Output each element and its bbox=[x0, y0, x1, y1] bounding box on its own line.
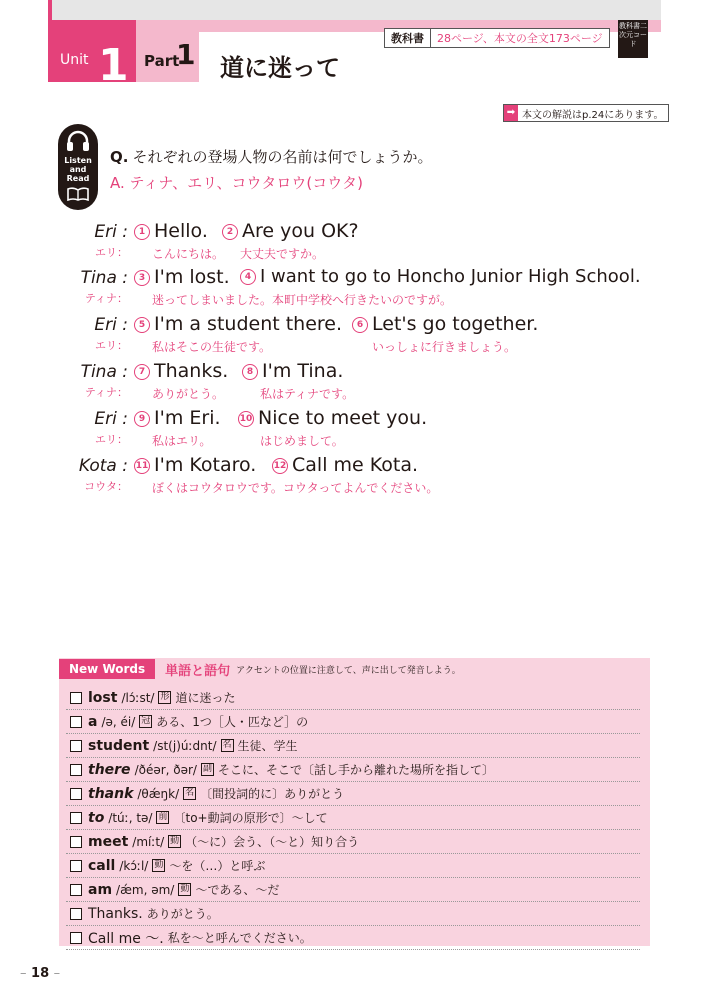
new-words-instruction: アクセントの位置に注意して、声に出して発音しよう。 bbox=[236, 665, 461, 676]
sentence-en bbox=[242, 360, 343, 382]
sentence-ja: ありがとう。 bbox=[152, 387, 225, 401]
sentence-number: 9 bbox=[134, 411, 150, 427]
vocab-row bbox=[66, 686, 640, 710]
sentence-text: I'm Tina. bbox=[262, 360, 344, 382]
sentence-number: 11 bbox=[134, 458, 150, 474]
speaker-name: Tina : bbox=[80, 268, 128, 288]
part-of-speech-badge: 名 bbox=[222, 740, 232, 750]
speaker-name: Kota : bbox=[78, 456, 128, 476]
checkbox[interactable] bbox=[70, 788, 82, 800]
sentence-number: 1 bbox=[134, 224, 150, 240]
vocab-row bbox=[66, 878, 640, 902]
sentence-ja: 私はそこの生徒です。 bbox=[152, 340, 272, 354]
sentence-text: Let's go together. bbox=[372, 313, 539, 335]
part-of-speech-badge: 形 bbox=[160, 692, 170, 702]
sentence-ja: 私はティナです。 bbox=[260, 387, 355, 401]
part-of-speech-badge: 動 bbox=[180, 884, 190, 894]
vocab-meaning: ありがとう。 bbox=[146, 907, 219, 921]
textbook-label: 教科書 bbox=[385, 29, 431, 47]
sentence-en bbox=[238, 407, 427, 429]
vocab-meaning: ～である、～だ bbox=[195, 883, 280, 897]
sentence-en bbox=[222, 220, 359, 242]
sentence-number: 10 bbox=[238, 411, 254, 427]
vocab-word: a bbox=[88, 713, 98, 730]
part-of-speech-badge: 冠 bbox=[141, 716, 151, 726]
listen-label: Listen bbox=[64, 156, 92, 165]
sentence-number: 5 bbox=[134, 317, 150, 333]
sentence-number: 2 bbox=[222, 224, 238, 240]
part-of-speech-badge: 動 bbox=[170, 836, 180, 846]
part-of-speech-badge: 名 bbox=[185, 788, 195, 798]
speaker-name-ja: エリ： bbox=[95, 246, 128, 259]
vocab-pronunciation: /st(j)úːdnt/ bbox=[153, 738, 217, 753]
part-label: Part bbox=[144, 52, 180, 70]
checkbox[interactable] bbox=[70, 812, 82, 824]
vocab-meaning: （～に）会う、（～と）知り合う bbox=[185, 835, 360, 849]
unit-badge bbox=[48, 20, 136, 91]
vocab-word: thank bbox=[88, 785, 134, 802]
vocab-meaning: ～を（…）と呼ぶ bbox=[169, 859, 266, 873]
speaker-name-ja: エリ： bbox=[95, 433, 128, 446]
sentence-number: 6 bbox=[352, 317, 368, 333]
vocab-row bbox=[66, 806, 640, 830]
sentence-text: I'm Kotaro. bbox=[154, 454, 257, 476]
vocab-pronunciation: /ə, éi/ bbox=[101, 714, 136, 729]
checkbox[interactable] bbox=[70, 836, 82, 848]
vocab-pronunciation: /θǽŋk/ bbox=[137, 786, 180, 801]
speaker-name-ja: コウタ： bbox=[84, 480, 128, 493]
commentary-note-text: 本文の解説はp.24にあります。 bbox=[522, 109, 664, 121]
book-icon bbox=[67, 187, 89, 201]
arrow-icon: ➡ bbox=[504, 105, 518, 121]
speaker-name: Eri : bbox=[94, 222, 128, 242]
checkbox[interactable] bbox=[70, 860, 82, 872]
vocab-pronunciation: /ðéər, ðər/ bbox=[134, 762, 197, 777]
sentence-en bbox=[134, 454, 256, 476]
sentence-en bbox=[272, 454, 418, 476]
textbook-pages: 28ページ、本文の全文173ページ bbox=[437, 32, 603, 45]
sentence-en bbox=[240, 266, 641, 287]
question-mark: Q. bbox=[110, 148, 129, 166]
vocab-word: lost bbox=[88, 689, 118, 706]
sentence-text: I'm a student there. bbox=[154, 313, 343, 335]
vocab-pronunciation: /ǽm, əm/ bbox=[116, 882, 175, 897]
speaker-name: Eri : bbox=[94, 409, 128, 429]
sentence-ja: 私はエリ。 bbox=[152, 434, 212, 448]
vocab-word: Thanks. bbox=[88, 905, 143, 922]
sentence-en bbox=[352, 313, 538, 335]
vocab-meaning: 〔間投詞的に〕ありがとう bbox=[200, 787, 345, 801]
unit-number: 1 bbox=[98, 40, 129, 91]
vocab-row bbox=[66, 830, 640, 854]
sentence-text: Are you OK? bbox=[242, 220, 359, 242]
vocab-pronunciation: /túː, tə/ bbox=[108, 810, 153, 825]
vocab-word: to bbox=[88, 809, 105, 826]
vocab-pronunciation: /kɔ́ːl/ bbox=[119, 858, 149, 873]
vocab-pronunciation: /lɔ́ːst/ bbox=[121, 690, 155, 705]
sentence-text: Hello. bbox=[154, 220, 208, 242]
vocab-meaning: 道に迷った bbox=[175, 691, 236, 705]
checkbox[interactable] bbox=[70, 716, 82, 728]
vocab-meaning: 〔to+動詞の原形で〕～して bbox=[173, 811, 328, 825]
sentence-number: 3 bbox=[134, 270, 150, 286]
answer: A. ティナ、エリ、コウタロウ(コウタ) bbox=[110, 174, 363, 192]
vocab-row bbox=[66, 854, 640, 878]
sentence-en bbox=[134, 407, 221, 429]
vocab-word: student bbox=[88, 737, 150, 754]
sentence-ja: ぼくはコウタロウです。コウタってよんでください。 bbox=[152, 481, 439, 495]
top-accent-stripe bbox=[48, 0, 52, 20]
vocab-row bbox=[66, 734, 640, 758]
speaker-name: Eri : bbox=[94, 315, 128, 335]
commentary-note bbox=[503, 104, 669, 122]
part-of-speech-badge: 副 bbox=[202, 764, 212, 774]
textbook-reference bbox=[384, 28, 610, 48]
checkbox[interactable] bbox=[70, 908, 82, 920]
qr-code-link[interactable]: 教科書二次元コード bbox=[618, 20, 648, 58]
vocab-meaning: ある、1つ［人・匹など］の bbox=[156, 715, 309, 729]
sentence-ja: いっしょに行きましょう。 bbox=[372, 340, 517, 354]
top-bar bbox=[48, 0, 661, 20]
vocab-meaning: 生徒、学生 bbox=[237, 739, 298, 753]
speaker-name: Tina : bbox=[80, 362, 128, 382]
vocab-pronunciation: /míːt/ bbox=[132, 834, 165, 849]
headphones-icon bbox=[66, 130, 90, 152]
vocab-row bbox=[66, 782, 640, 806]
sentence-en bbox=[134, 266, 230, 288]
sentence-text: Call me Kota. bbox=[292, 454, 419, 476]
question-text: それぞれの登場人物の名前は何でしょうか。 bbox=[132, 148, 433, 166]
vocab-word: am bbox=[88, 881, 113, 898]
read-label: Read bbox=[66, 174, 90, 183]
vocab-row bbox=[66, 926, 640, 950]
part-of-speech-badge: 動 bbox=[154, 860, 164, 870]
vocab-row bbox=[66, 758, 640, 782]
vocab-word: Call me ～. bbox=[88, 930, 164, 947]
question bbox=[110, 146, 432, 167]
page-title: 道に迷って bbox=[220, 54, 340, 82]
sentence-text: I'm lost. bbox=[154, 266, 230, 288]
part-of-speech-badge: 前 bbox=[158, 812, 168, 822]
unit-label: Unit bbox=[60, 52, 89, 68]
speaker-name-ja: エリ： bbox=[95, 339, 128, 352]
vocab-word: there bbox=[88, 761, 131, 778]
speaker-name-ja: ティナ： bbox=[84, 292, 128, 305]
sentence-ja: こんにちは。 bbox=[152, 247, 225, 261]
checkbox[interactable] bbox=[70, 764, 82, 776]
sentence-ja: はじめまして。 bbox=[260, 434, 344, 448]
sentence-text: I'm Eri. bbox=[154, 407, 221, 429]
speaker-name-ja: ティナ： bbox=[84, 386, 128, 399]
part-number: 1 bbox=[176, 38, 196, 71]
checkbox[interactable] bbox=[70, 884, 82, 896]
new-words-title: 単語と語句 bbox=[165, 663, 231, 679]
sentence-number: 8 bbox=[242, 364, 258, 380]
checkbox[interactable] bbox=[70, 692, 82, 704]
new-words-tag: New Words bbox=[59, 659, 155, 679]
sentence-text: I want to go to Honcho Junior High School. bbox=[260, 266, 641, 287]
page-number-value: 18 bbox=[31, 966, 50, 981]
page-number: – 18 – bbox=[20, 966, 61, 981]
sentence-en bbox=[134, 360, 228, 382]
and-label: and bbox=[69, 165, 87, 174]
vocab-word: call bbox=[88, 857, 116, 874]
vocab-meaning: 私を～と呼んでください。 bbox=[167, 931, 312, 945]
sentence-number: 7 bbox=[134, 364, 150, 380]
sentence-en bbox=[134, 220, 208, 242]
vocab-row bbox=[66, 710, 640, 734]
sentence-en bbox=[134, 313, 342, 335]
sentence-number: 4 bbox=[240, 269, 256, 285]
vocab-meaning: そこに、そこで〔話し手から離れた場所を指して〕 bbox=[218, 763, 495, 777]
checkbox[interactable] bbox=[70, 740, 82, 752]
sentence-text: Nice to meet you. bbox=[258, 407, 428, 429]
vocab-row bbox=[66, 902, 640, 926]
new-words-list bbox=[66, 686, 640, 950]
sentence-ja: 迷ってしまいました。本町中学校へ行きたいのですが。 bbox=[152, 293, 453, 307]
listen-and-read-badge[interactable] bbox=[58, 124, 98, 210]
new-words-header bbox=[59, 658, 461, 680]
vocab-word: meet bbox=[88, 833, 129, 850]
sentence-number: 12 bbox=[272, 458, 288, 474]
sentence-ja: 大丈夫ですか。 bbox=[240, 247, 325, 261]
sentence-text: Thanks. bbox=[154, 360, 229, 382]
checkbox[interactable] bbox=[70, 932, 82, 944]
